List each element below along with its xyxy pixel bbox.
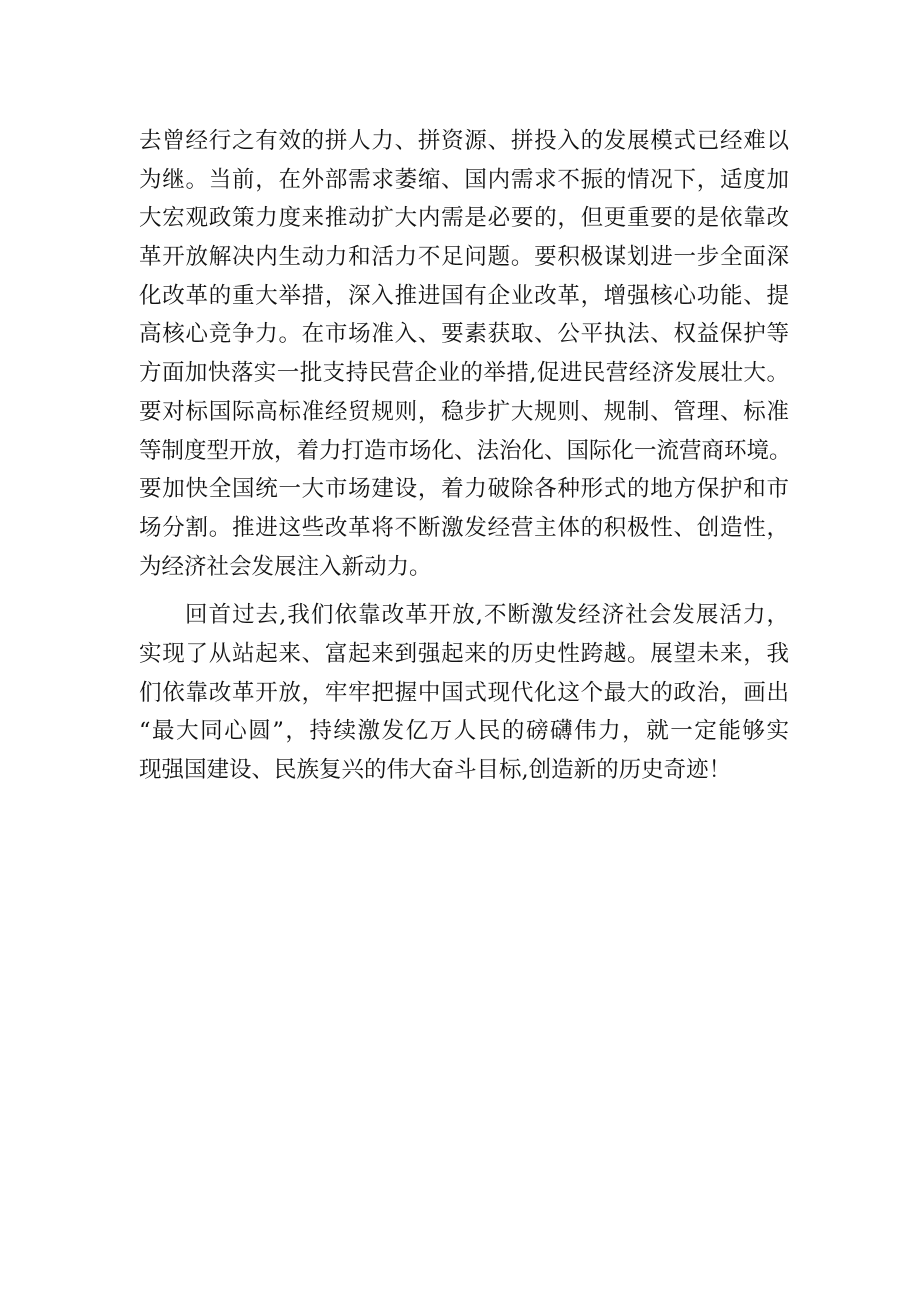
text-line: 场分割。推进这些改革将不断激发经营主体的积极性、创造性， bbox=[139, 514, 789, 541]
text-line: 革开放解决内生动力和活力不足问题。要积极谋划进一步全面深 bbox=[139, 244, 789, 271]
text-line: 要对标国际高标准经贸规则，稳步扩大规则、规制、管理、标准 bbox=[139, 398, 789, 425]
text-line: 为经济社会发展注入新动力。 bbox=[139, 553, 432, 580]
text-line: 方面加快落实一批支持民营企业的举措,促进民营经济发展壮大。 bbox=[139, 360, 789, 387]
text-line: 为继。当前，在外部需求萎缩、国内需求不振的情况下，适度加 bbox=[139, 166, 789, 193]
text-line: 去曾经行之有效的拼人力、拼资源、拼投入的发展模式已经难以 bbox=[139, 128, 789, 154]
text-line: 们依靠改革开放，牢牢把握中国式现代化这个最大的政治，画出 bbox=[139, 679, 789, 706]
paragraph-1 bbox=[139, 122, 792, 586]
paragraph-spacer bbox=[139, 586, 789, 596]
paragraph-2 bbox=[139, 596, 789, 789]
text-line: 化改革的重大举措，深入推进国有企业改革，增强核心功能、提 bbox=[139, 282, 789, 309]
text-line: 高核心竞争力。在市场准入、要素获取、公平执法、权益保护等 bbox=[139, 321, 789, 348]
text-line: 实现了从站起来、富起来到强起来的历史性跨越。展望未来，我 bbox=[139, 640, 789, 667]
text-line: 现强国建设、民族复兴的伟大奋斗目标,创造新的历史奇迹！ bbox=[139, 757, 732, 783]
text-line: 大宏观政策力度来推动扩大内需是必要的，但更重要的是依靠改 bbox=[139, 205, 789, 232]
body-text bbox=[139, 122, 792, 790]
text-line: 要加快全国统一大市场建设，着力破除各种形式的地方保护和市 bbox=[139, 476, 789, 503]
text-line: 等制度型开放，着力打造市场化、法治化、国际化一流营商环境。 bbox=[139, 437, 792, 464]
text-line: 回首过去,我们依靠改革开放,不断激发经济社会发展活力， bbox=[185, 602, 789, 629]
text-line: “最大同心圆”，持续激发亿万人民的磅礴伟力，就一定能够实 bbox=[139, 718, 789, 745]
